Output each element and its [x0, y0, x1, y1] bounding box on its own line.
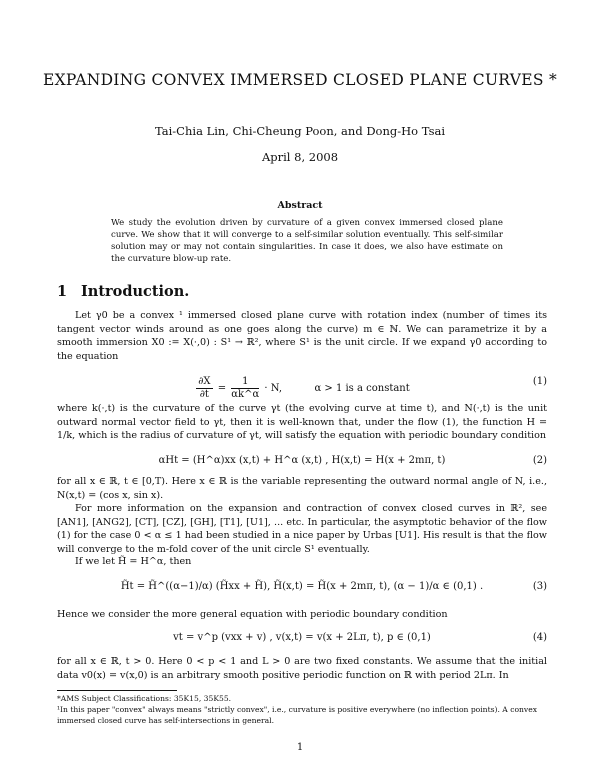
eq1-rhs-denominator: αk^α	[231, 389, 260, 400]
eq1-rhs-tail: · N,	[264, 383, 283, 394]
abstract-heading: Abstract	[277, 200, 323, 211]
eq1-condition: α > 1 is a constant	[314, 383, 410, 394]
equation-number-2: (2)	[532, 455, 547, 466]
paragraph-intro: Let γ0 be a convex ¹ immersed closed plane curve with rotation index (number of times its tangent vector winds around as one goes along the curve) m ∈ ℕ. We can parametrize it by a smooth immersion X0 := X(·,0) : S¹ → ℝ², where S¹ is the unit circle. If we expand γ0 according to the equation	[57, 310, 547, 362]
paper-title: EXPANDING CONVEX IMMERSED CLOSED PLANE CURVES *	[42, 71, 558, 89]
footnote-ams: *AMS Subject Classifications: 35K15, 35K55.	[57, 694, 232, 703]
abstract-text: We study the evolution driven by curvature of a given convex immersed closed plane curve. We show that it will converge to a self-similar solution eventually. This self-similar solution may or may not contain singularities. In case it does, we also have estimate on the curvature blow-up rate.	[111, 218, 503, 264]
section-title: Introduction.	[81, 283, 190, 300]
equation-number-3: (3)	[532, 581, 547, 592]
page-number: 1	[296, 742, 304, 753]
equation-number-4: (4)	[532, 632, 547, 643]
eq1-equals: =	[217, 383, 227, 394]
eq1-rhs-fraction	[231, 376, 259, 401]
publication-date: April 8, 2008	[261, 150, 339, 164]
eq4-body: vt = v^p (vxx + v) , v(x,t) = v(x + 2Lπ, t), p ∈ (0,1)	[173, 632, 431, 643]
equation-3	[57, 577, 547, 601]
eq1-lhs-fraction	[196, 376, 212, 401]
paragraph-literature: For more information on the expansion and contraction of convex closed curves in ℝ², see [AN1], [ANG2], [CT], [CZ], [GH], [T1], [U1], ... etc. In particular, the asymptotic behavior of the flow (1) for the case 0 < α ≤ 1 had been studied in a nice paper by Urbas [U1]. His result is that the flow will converge to the m-fold cover of the unit circle S¹ eventually.	[57, 503, 547, 555]
eq1-lhs-numerator: ∂X	[198, 376, 211, 387]
eq1-rhs-numerator: 1	[231, 376, 259, 389]
paragraph-general-equation: Hence we consider the more general equation with periodic boundary condition	[57, 609, 448, 620]
eq3-body: H̃t = H̃^((α−1)/α) (H̃xx + H̃), H̃(x,t) = H̃(x + 2mπ, t), (α − 1)/α ∈ (0,1) .	[120, 581, 484, 592]
paragraph-normal-angle: for all x ∈ ℝ, t ∈ [0,T). Here x ∈ ℝ is the variable representing the outward normal angle of N, i.e., N(x,t) = (cos x, sin x).	[57, 476, 547, 501]
eq2-body: αHt = (H^α)xx (x,t) + H^α (x,t) , H(x,t) = H(x + 2mπ, t)	[158, 455, 446, 466]
equation-number-1: (1)	[532, 376, 547, 387]
section-heading	[57, 283, 189, 300]
paragraph-curvature: where k(·,t) is the curvature of the curve γt (the evolving curve at time t), and N(·,t) is the unit outward normal vector field to γt, then it is well-known that, under the flow (1), the function H = 1/k, which is the radius of curvature of γt, will satisfy the equation with periodic boundary condition	[57, 403, 547, 442]
equation-1	[57, 372, 547, 400]
paragraph-assumptions: for all x ∈ ℝ, t > 0. Here 0 < p < 1 and L > 0 are two fixed constants. We assume that the initial data v0(x) = v(x,0) is an arbitrary smooth positive periodic function on ℝ with period 2Lπ. In	[57, 656, 547, 681]
paragraph-substitution: If we let H̃ = H^α, then	[75, 556, 192, 567]
equation-4	[57, 628, 547, 652]
author-list: Tai-Chia Lin, Chi-Cheung Poon, and Dong-Ho Tsai	[154, 124, 446, 138]
footnote-rule	[57, 690, 177, 691]
equation-2	[57, 451, 547, 475]
footnote-convex: ¹In this paper "convex" always means "strictly convex", i.e., curvature is positive everywhere (no inflection points). A convex immersed closed curve has self-intersections in general.	[57, 705, 537, 725]
section-number: 1	[57, 283, 68, 300]
eq1-lhs-denominator: ∂t	[199, 389, 209, 400]
